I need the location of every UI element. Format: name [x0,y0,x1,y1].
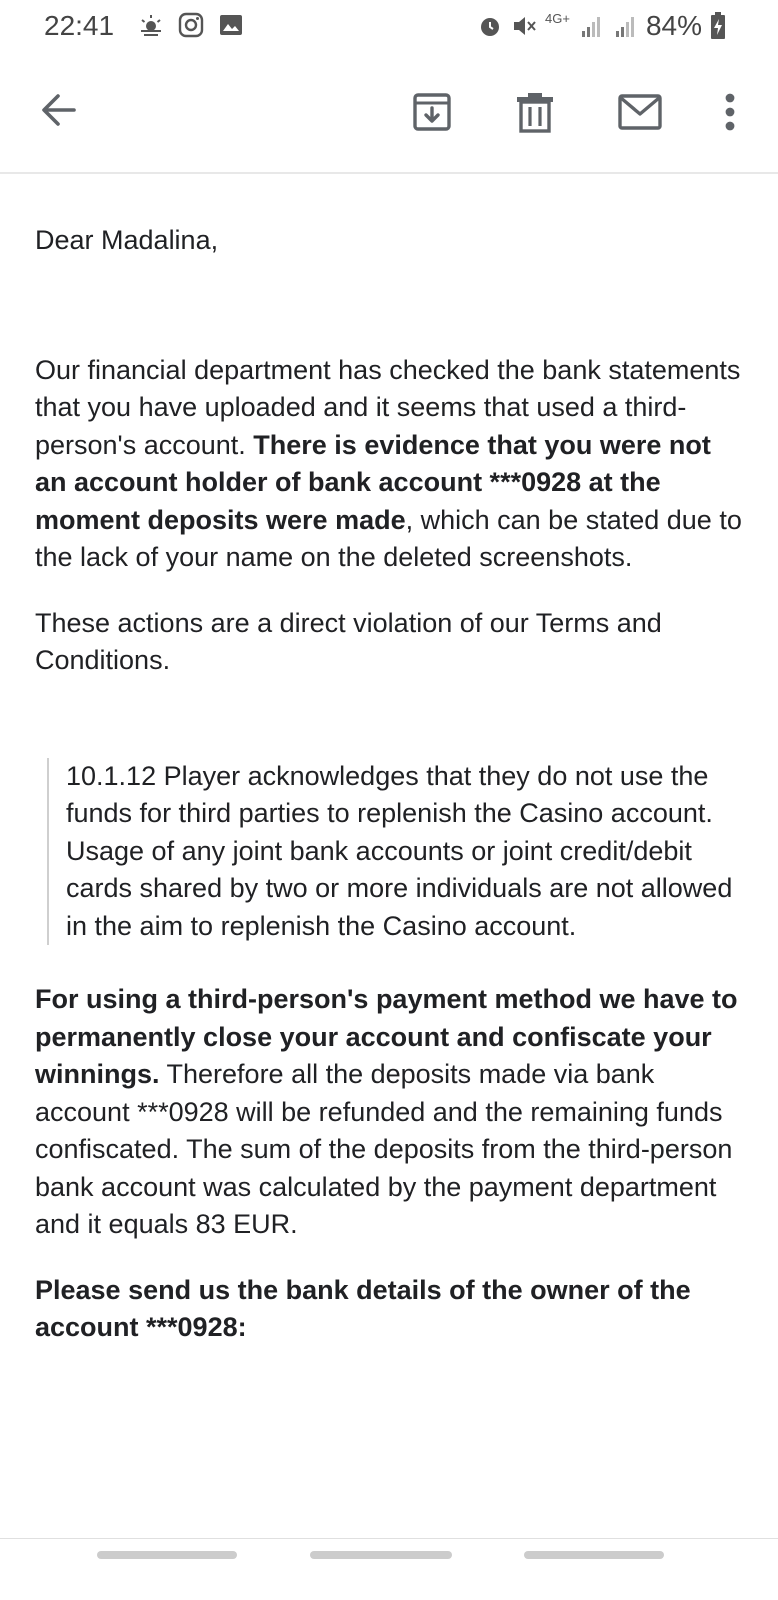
network-type: 4G+ [545,10,570,26]
status-time: 22:41 [44,10,115,41]
trash-icon [514,91,556,133]
email-paragraph-4: Please send us the bank details of the owner of the account ***0928: [35,1274,691,1342]
terms-quote-text: 10.1.12 Player acknowledges that they do not use the funds for third parties to replenish the Casino account. Usage of any joint bank accounts or joint credit/debit cards shared by two or more individuals are not allowed in the aim to replenish the Casino account. [66,760,733,941]
terms-quote [47,758,745,946]
toolbar-divider [0,172,778,174]
archive-button[interactable] [408,88,456,136]
email-greeting: Dear Madalina, [35,225,219,255]
signal-icon [612,13,638,39]
back-button[interactable] [34,86,82,134]
nav-recents-button[interactable] [97,1551,237,1559]
weather-icon [138,12,164,38]
nav-home-button[interactable] [310,1551,452,1559]
archive-icon [411,91,453,133]
email-paragraph-3: For using a third-person's payment method we have to permanently close your account and confiscate your winnings. Therefore all the deposits made via bank account ***0928 will be refunded and the remaining funds confiscated. The sum of the deposits from the third-person bank account was calculated by the payment department and it equals 83 EUR. [35,984,738,1239]
battery-charging-icon [710,12,726,40]
mail-icon [617,92,663,132]
email-paragraph-2: These actions are a direct violation of our Terms and Conditions. [35,607,662,675]
system-nav-bar [0,1538,778,1600]
battery-percent: 84% [645,10,702,41]
mute-icon [511,13,537,39]
email-paragraph-1: Our financial department has checked the bank statements that you have uploaded and it seems that used a third-person's account. There is evidence that you were not an account holder of bank account ***0928 at the moment deposits were made, which can be stated due to the lack of your name on the deleted screenshots. [35,354,742,572]
status-bar [0,0,778,56]
gallery-icon [218,12,244,38]
signal-icon [578,13,604,39]
instagram-icon [178,12,204,38]
alarm-icon [477,13,503,39]
email-body [35,222,745,1375]
mark-unread-button[interactable] [616,88,664,136]
back-arrow-icon [38,90,78,130]
more-options-button[interactable] [706,88,754,136]
more-vert-icon [722,92,738,132]
app-bar [0,60,778,170]
delete-button[interactable] [511,88,559,136]
nav-back-button[interactable] [524,1551,664,1559]
